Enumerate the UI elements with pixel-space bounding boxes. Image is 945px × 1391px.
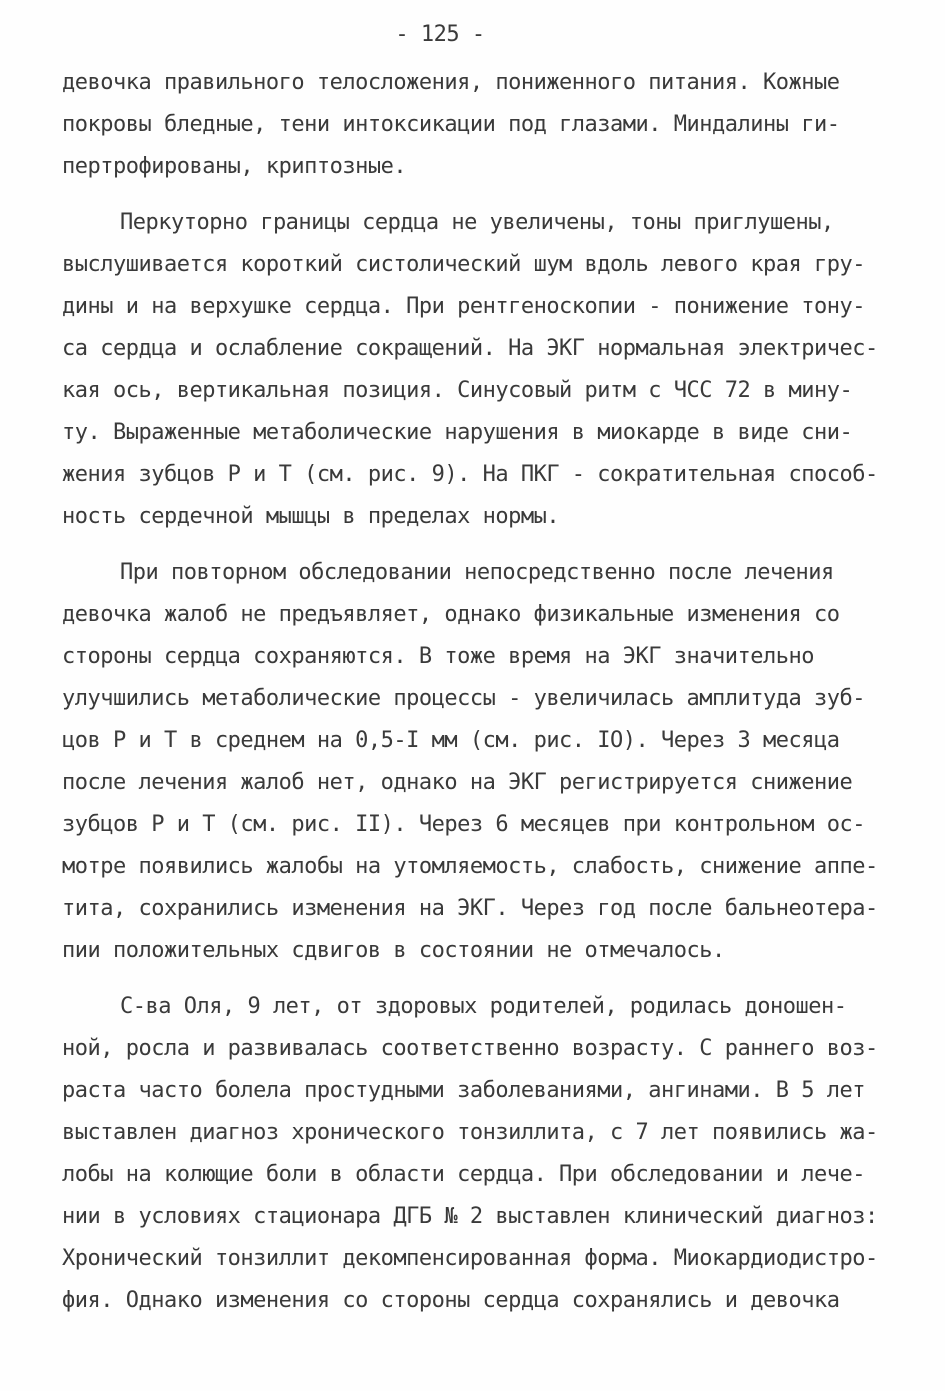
text-line: тита, сохранились изменения на ЭКГ. Через год после бальнеотера- bbox=[62, 896, 878, 921]
text-line: пертрофированы, криптозные. bbox=[62, 154, 407, 179]
text-line: фия. Однако изменения со стороны сердца сохранялись и девочка bbox=[62, 1288, 840, 1313]
text-line: цов Р и Т в среднем на 0,5-I мм (см. рис. IO). Через 3 месяца bbox=[62, 728, 840, 753]
text-line: выслушивается короткий систолический шум вдоль левого края гру- bbox=[62, 252, 865, 277]
text-line: пии положительных сдвигов в состоянии не отмечалось. bbox=[62, 938, 725, 963]
text-line: покровы бледные, тени интоксикации под глазами. Миндалины ги- bbox=[62, 112, 840, 137]
text-line: Хронический тонзиллит декомпенсированная форма. Миокардиодистро- bbox=[62, 1246, 878, 1271]
text-line: лобы на колющие боли в области сердца. При обследовании и лече- bbox=[62, 1162, 865, 1187]
text-line: ту. Выраженные метаболические нарушения в миокарде в виде сни- bbox=[62, 420, 853, 445]
paragraph-gap bbox=[62, 538, 882, 552]
text-line: улучшились метаболические процессы - увеличилась амплитуда зуб- bbox=[62, 686, 865, 711]
text-line: С-ва Оля, 9 лет, от здоровых родителей, родилась доношен- bbox=[120, 994, 847, 1019]
page-number: - 125 - bbox=[395, 22, 485, 47]
text-line: ной, росла и развивалась соответственно возрасту. С раннего воз- bbox=[62, 1036, 878, 1061]
text-line: Перкуторно границы сердца не увеличены, тоны приглушены, bbox=[120, 210, 834, 235]
paragraph-gap bbox=[62, 188, 882, 202]
text-line: мотре появились жалобы на утомляемость, слабость, снижение аппе- bbox=[62, 854, 878, 879]
text-line: ность сердечной мышцы в пределах нормы. bbox=[62, 504, 560, 529]
text-line: зубцов Р и Т (см. рис. II). Через 6 месяцев при контрольном ос- bbox=[62, 812, 865, 837]
body-text bbox=[62, 62, 882, 1322]
text-line: после лечения жалоб нет, однако на ЭКГ регистрируется снижение bbox=[62, 770, 853, 795]
text-line: При повторном обследовании непосредственно после лечения bbox=[120, 560, 834, 585]
text-line: девочка жалоб не предъявляет, однако физикальные изменения со bbox=[62, 602, 840, 627]
text-line: девочка правильного телосложения, пониженного питания. Кожные bbox=[62, 70, 840, 95]
paragraph-gap bbox=[62, 972, 882, 986]
text-line: раста часто болела простудными заболеваниями, ангинами. В 5 лет bbox=[62, 1078, 865, 1103]
text-line: кая ось, вертикальная позиция. Синусовый ритм с ЧСС 72 в мину- bbox=[62, 378, 853, 403]
text-line: стороны сердца сохраняются. В тоже время на ЭКГ значительно bbox=[62, 644, 814, 669]
text-line: жения зубцов Р и Т (см. рис. 9). На ПКГ - сократительная способ- bbox=[62, 462, 878, 487]
text-line: нии в условиях стационара ДГБ № 2 выставлен клинический диагноз: bbox=[62, 1204, 878, 1229]
text-line: са сердца и ослабление сокращений. На ЭКГ нормальная электричес- bbox=[62, 336, 878, 361]
text-line: выставлен диагноз хронического тонзиллита, с 7 лет появились жа- bbox=[62, 1120, 878, 1145]
text-line: дины и на верхушке сердца. При рентгеноскопии - понижение тону- bbox=[62, 294, 865, 319]
